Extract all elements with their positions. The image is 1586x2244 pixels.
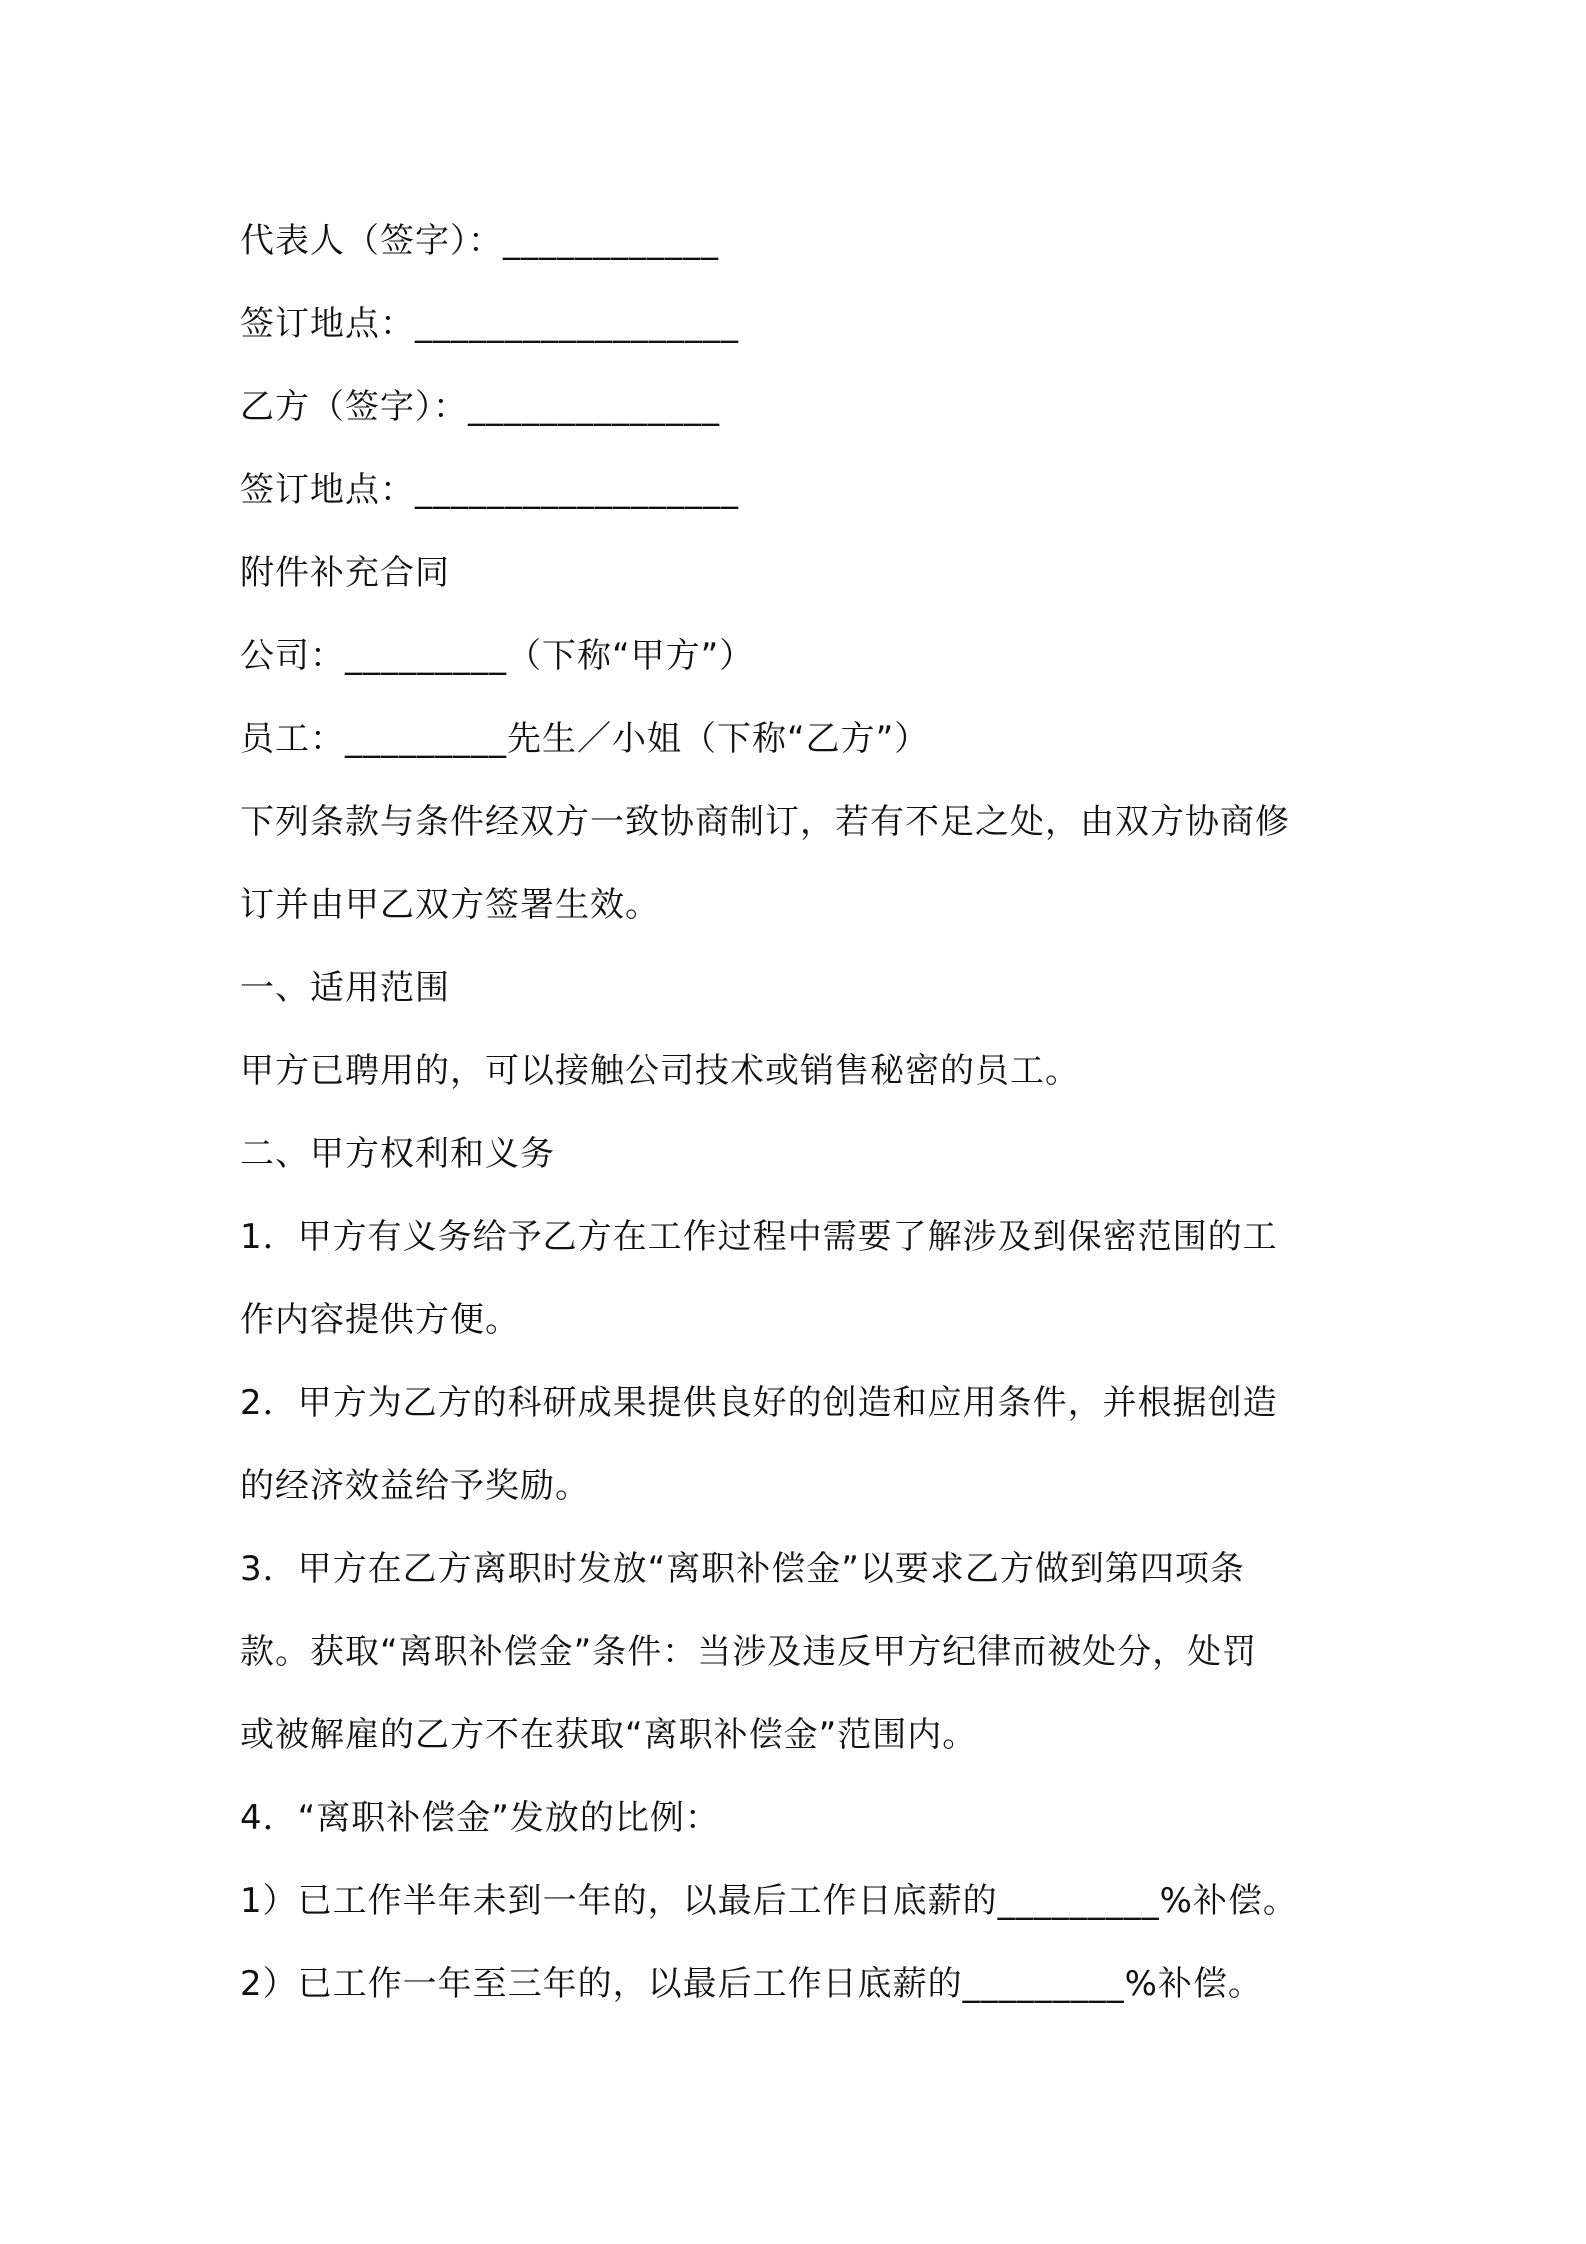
section-title: 附件补充合同: [240, 553, 450, 593]
representative-signature-line: 代表人（签字）：____________: [240, 221, 719, 261]
scope-text: 甲方已聘用的，可以接触公司技术或销售秘密的员工。: [240, 1051, 1080, 1091]
company-line: 公司：_________（下称“甲方”）: [240, 636, 755, 676]
clause-text-line: 4．“离职补偿金”发放的比例：: [240, 1798, 720, 1838]
employee-line: 员工：_________先生／小姐（下称“乙方”）: [240, 719, 930, 759]
clause-text-line: 或被解雇的乙方不在获取“离职补偿金”范围内。: [240, 1715, 978, 1755]
clause-text-line: 1．甲方有义务给予乙方在工作过程中需要了解涉及到保密范围的工: [240, 1217, 1278, 1257]
clause-text-line: 的经济效益给予奖励。: [240, 1466, 590, 1506]
intro-paragraph-line: 订并由甲乙双方签署生效。: [240, 885, 660, 925]
clause-text-line: 作内容提供方便。: [240, 1300, 520, 1340]
list-item: 2）已工作一年至三年的，以最后工作日底薪的_________%补偿。: [240, 1964, 1263, 2004]
heading-scope: 一、适用范围: [240, 968, 450, 1008]
document-body: [240, 200, 1380, 2026]
signing-place-line: 签订地点：__________________: [240, 304, 739, 344]
clause-text-line: 款。获取“离职补偿金”条件：当涉及违反甲方纪律而被处分，处罚: [240, 1632, 1258, 1672]
clause-text-line: 2．甲方为乙方的科研成果提供良好的创造和应用条件，并根据创造: [240, 1383, 1278, 1423]
signing-place-line: 签订地点：__________________: [240, 470, 739, 510]
heading-party-a-rights: 二、甲方权利和义务: [240, 1134, 555, 1174]
list-item: 1）已工作半年未到一年的，以最后工作日底薪的_________%补偿。: [240, 1881, 1298, 1921]
intro-paragraph-line: 下列条款与条件经双方一致协商制订，若有不足之处，由双方协商修: [240, 802, 1290, 842]
party-b-signature-line: 乙方（签字）：______________: [240, 387, 720, 427]
clause-text-line: 3．甲方在乙方离职时发放“离职补偿金”以要求乙方做到第四项条: [240, 1549, 1245, 1589]
